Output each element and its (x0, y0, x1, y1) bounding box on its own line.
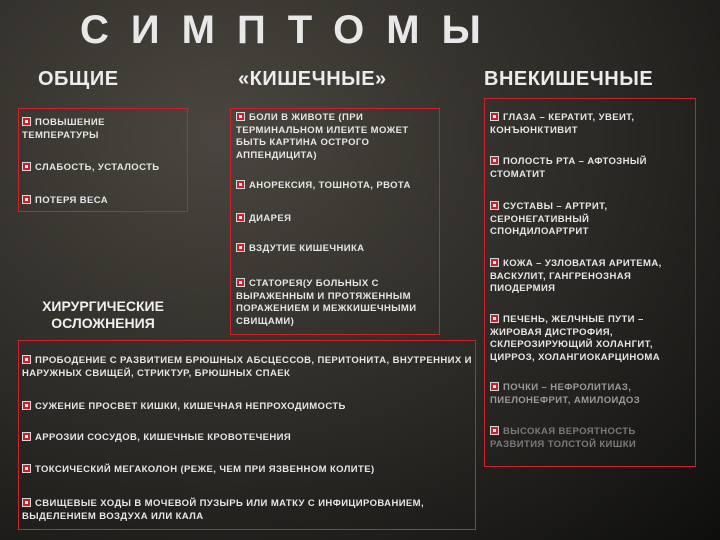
list-item: СЛАБОСТЬ, УСТАЛОСТЬ (22, 162, 187, 175)
square-bullet-icon (22, 464, 31, 473)
square-bullet-icon (236, 112, 245, 121)
list-item: ДИАРЕЯ (236, 213, 436, 226)
list-item: ПРОБОДЕНИЕ С РАЗВИТИЕМ БРЮШНЫХ АБСЦЕССОВ, ПЕРИТОНИТА, ВНУТРЕННИХ И НАРУЖНЫХ СВИЩЕЙ, СТРИКТУР, БРЮШНЫХ СПАЕК (22, 355, 472, 379)
square-bullet-icon (490, 314, 499, 323)
list-item: ПЕЧЕНЬ, ЖЕЛЧНЫЕ ПУТИ – ЖИРОВАЯ ДИСТРОФИЯ, СКЛЕРОЗИРУЮЩИЙ ХОЛАНГИТ, ЦИРРОЗ, ХОЛАНГИОКАРЦИНОМА (490, 314, 660, 363)
square-bullet-icon (236, 213, 245, 222)
list-item: АРРОЗИИ СОСУДОВ, КИШЕЧНЫЕ КРОВОТЕЧЕНИЯ (22, 432, 472, 445)
list-item: ВЗДУТИЕ КИШЕЧНИКА (236, 243, 436, 256)
square-bullet-icon (22, 432, 31, 441)
square-bullet-icon (236, 278, 245, 287)
list-item: ПОЧКИ – НЕФРОЛИТИАЗ, ПИЕЛОНЕФРИТ, АМИЛОИДОЗ (490, 382, 641, 406)
square-bullet-icon (22, 355, 31, 364)
list-item: ПОВЫШЕНИЕ ТЕМПЕРАТУРЫ (22, 117, 105, 141)
square-bullet-icon (490, 426, 499, 435)
square-bullet-icon (490, 112, 499, 121)
square-bullet-icon (236, 180, 245, 189)
square-bullet-icon (22, 401, 31, 410)
general-heading: ОБЩИЕ (38, 68, 119, 90)
list-item: БОЛИ В ЖИВОТЕ (ПРИ ТЕРМИНАЛЬНОМ ИЛЕИТЕ МОЖЕТ БЫТЬ КАРТИНА ОСТРОГО АППЕНДИЦИТА) (236, 112, 409, 161)
list-item: СУЖЕНИЕ ПРОСВЕТ КИШКИ, КИШЕЧНАЯ НЕПРОХОДИМОСТЬ (22, 401, 472, 414)
intestinal-heading: «КИШЕЧНЫЕ» (238, 68, 387, 90)
list-item: КОЖА – УЗЛОВАТАЯ АРИТЕМА, ВАСКУЛИТ, ГАНГРЕНОЗНАЯ ПИОДЕРМИЯ (490, 258, 662, 294)
square-bullet-icon (490, 156, 499, 165)
list-item: ПОЛОСТЬ РТА – АФТОЗНЫЙ СТОМАТИТ (490, 156, 647, 180)
list-item: АНОРЕКСИЯ, ТОШНОТА, РВОТА (236, 180, 441, 193)
square-bullet-icon (490, 258, 499, 267)
square-bullet-icon (490, 201, 499, 210)
list-item: ПОТЕРЯ ВЕСА (22, 195, 182, 208)
square-bullet-icon (22, 117, 31, 126)
list-item: ТОКСИЧЕСКИЙ МЕГАКОЛОН (РЕЖЕ, ЧЕМ ПРИ ЯЗВЕННОМ КОЛИТЕ) (22, 464, 472, 477)
square-bullet-icon (490, 382, 499, 391)
slide-title: СИМПТОМЫ (80, 8, 503, 52)
extraintestinal-heading: ВНЕКИШЕЧНЫЕ (484, 68, 654, 90)
list-item: СУСТАВЫ – АРТРИТ, СЕРОНЕГАТИВНЫЙ СПОНДИЛОАРТРИТ (490, 201, 608, 237)
surgical-heading: ХИРУРГИЧЕСКИЕ ОСЛОЖНЕНИЯ (42, 298, 164, 331)
list-item: ГЛАЗА – КЕРАТИТ, УВЕИТ, КОНЪЮНКТИВИТ (490, 112, 635, 136)
square-bullet-icon (22, 498, 31, 507)
square-bullet-icon (236, 243, 245, 252)
list-item: СТАТОРЕЯ(У БОЛЬНЫХ С ВЫРАЖЕННЫМ И ПРОТЯЖЕННЫМ ПОРАЖЕНИЕМ И МЕЖКИШЕЧНЫМИ СВИЩАМИ) (236, 278, 417, 327)
list-item: СВИЩЕВЫЕ ХОДЫ В МОЧЕВОЙ ПУЗЫРЬ ИЛИ МАТКУ С ИНФИЦИРОВАНИЕМ, ВЫДЕЛЕНИЕМ ВОЗДУХА ИЛИ КАЛА (22, 498, 425, 522)
square-bullet-icon (22, 195, 31, 204)
list-item: ВЫСОКАЯ ВЕРОЯТНОСТЬ РАЗВИТИЯ ТОЛСТОЙ КИШКИ (490, 426, 637, 450)
square-bullet-icon (22, 162, 31, 171)
